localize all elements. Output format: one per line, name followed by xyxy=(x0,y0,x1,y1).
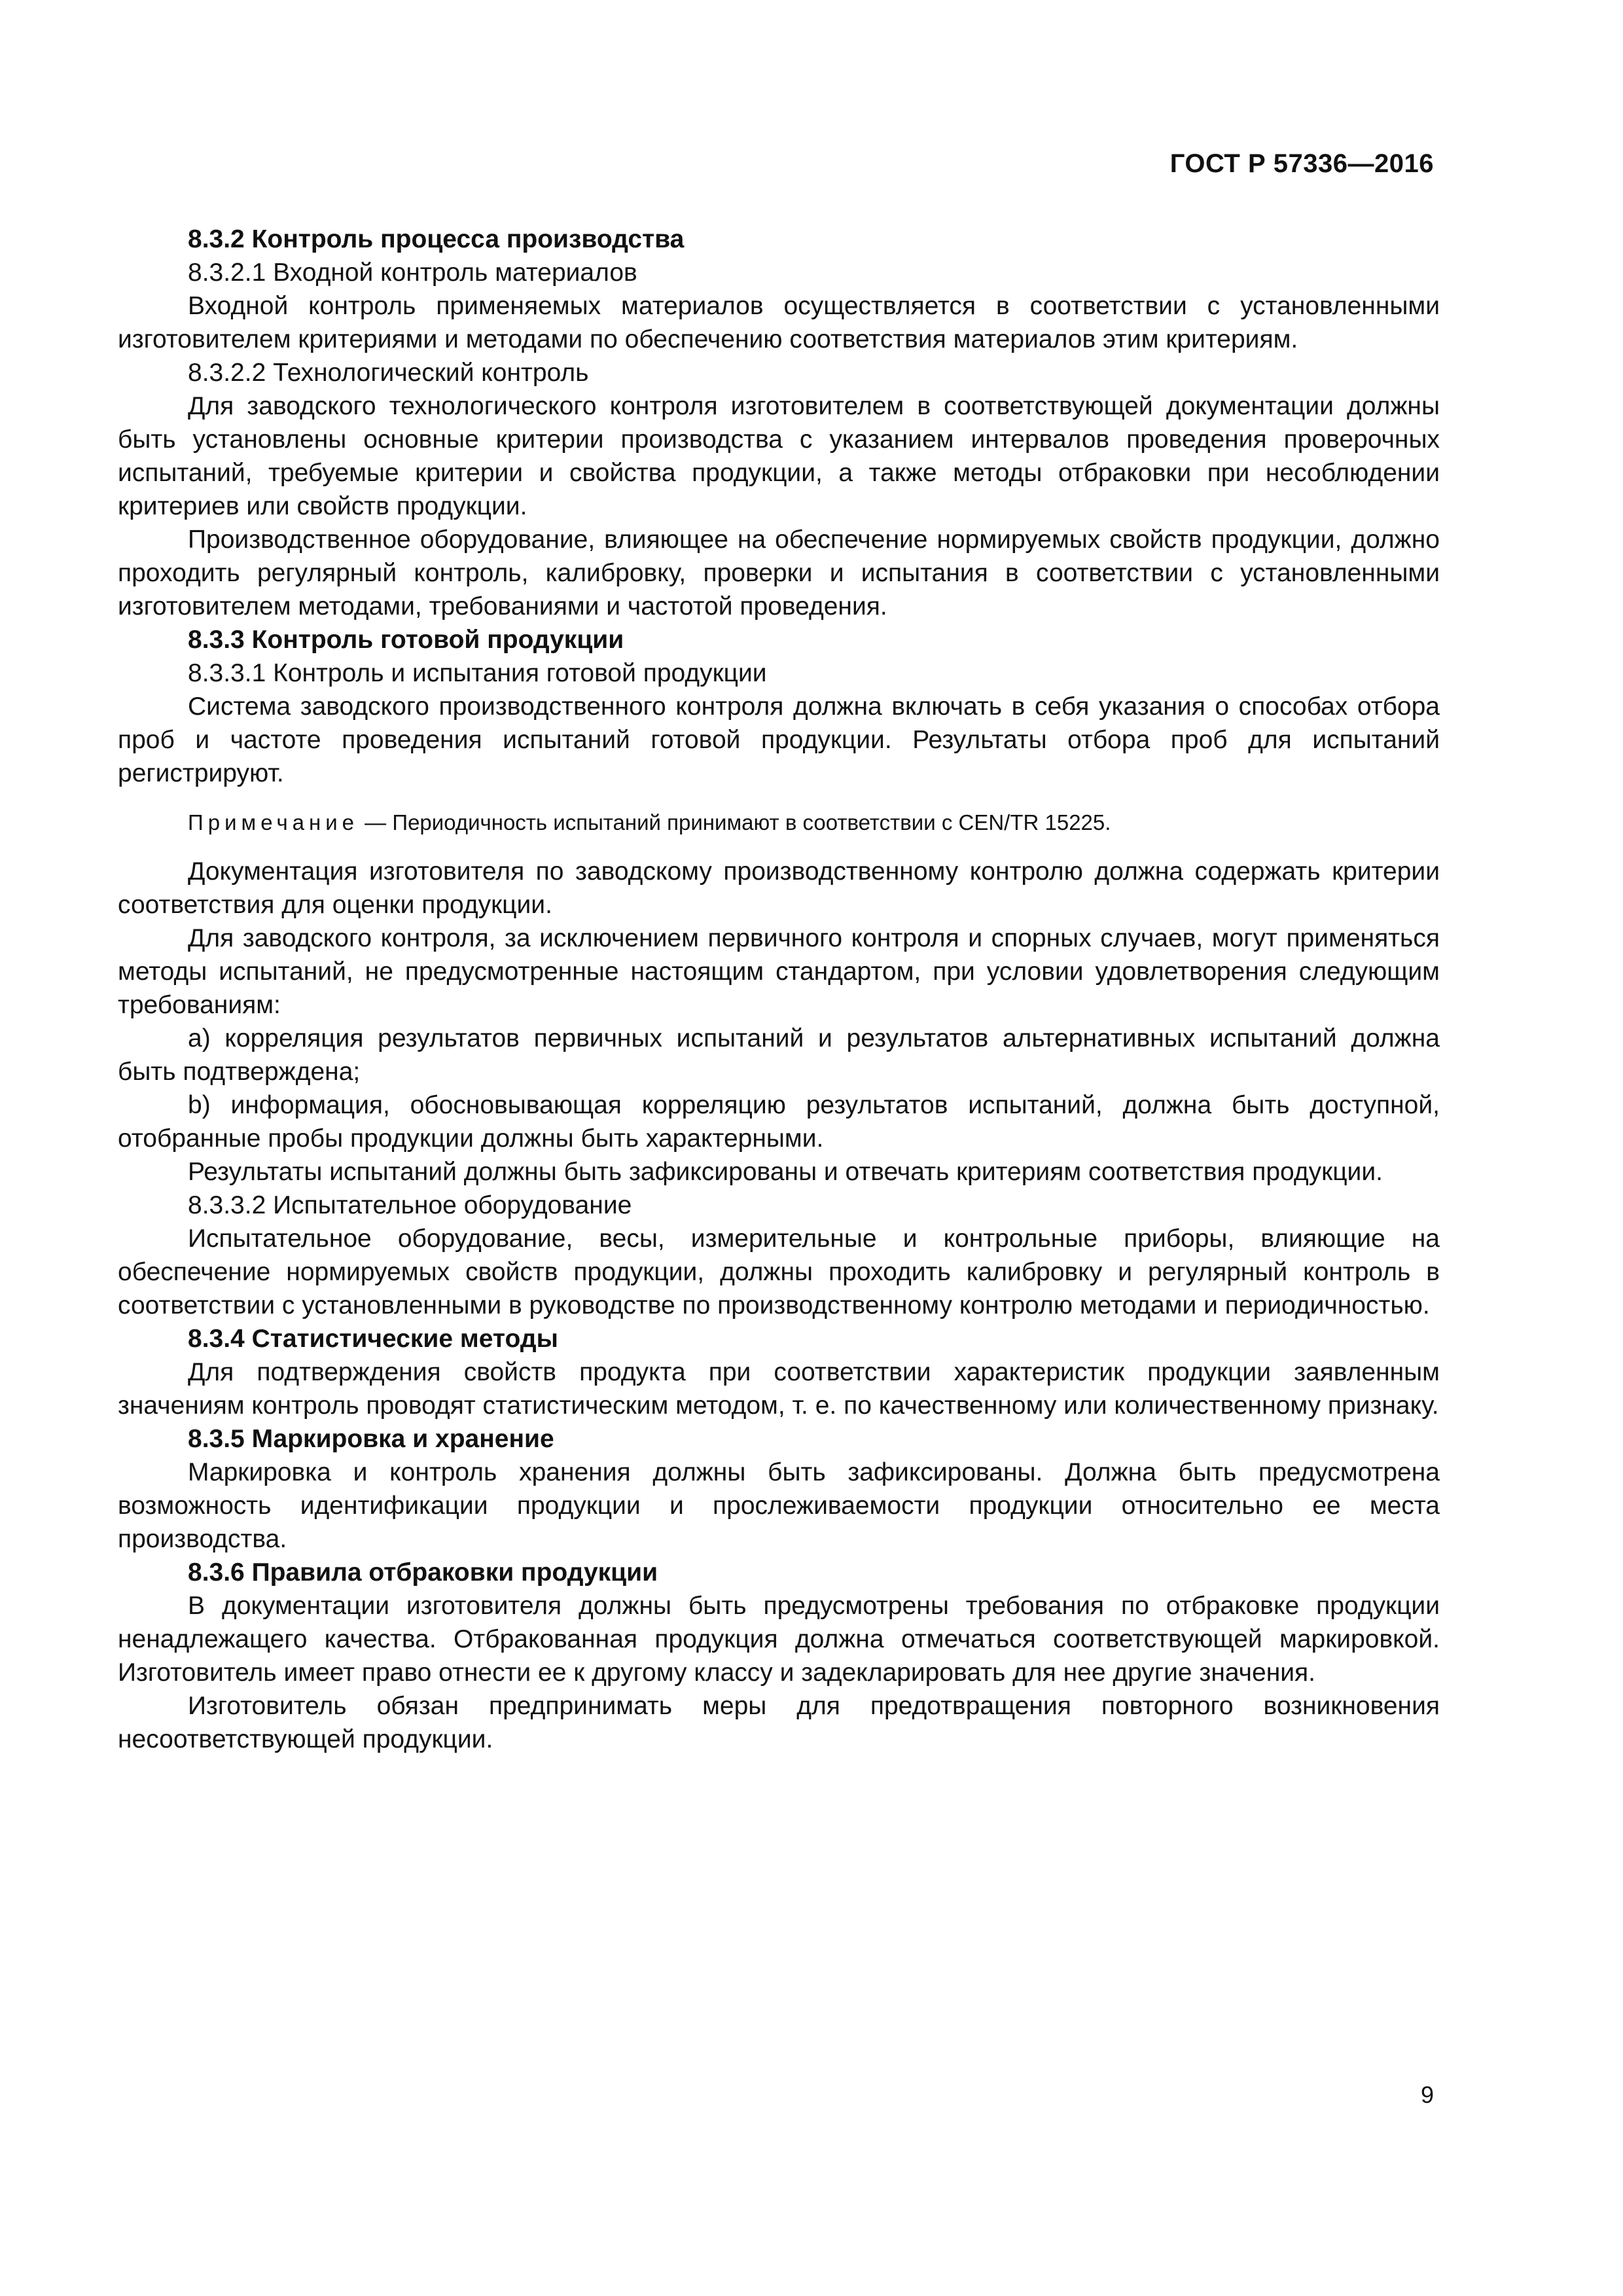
note-label: Примечание xyxy=(188,810,359,834)
section-heading: 8.3.6 Правила отбраковки продукции xyxy=(188,1558,658,1587)
document-code: ГОСТ Р 57336—2016 xyxy=(1169,149,1434,178)
section-heading: 8.3.5 Маркировка и хранение xyxy=(188,1425,554,1453)
section-heading: 8.3.3 Контроль готовой продукции xyxy=(188,626,624,654)
subsection-heading: 8.3.2.2 Технологический контроль xyxy=(188,359,589,387)
note xyxy=(118,806,1440,839)
section-heading: 8.3.2 Контроль процесса производства xyxy=(188,225,685,253)
paragraph: Документация изготовителя по заводскому производственному контролю должна содержать критерии соответствия для оценки продукции. xyxy=(118,857,1440,919)
subsection-heading: 8.3.3.1 Контроль и испытания готовой продукции xyxy=(188,659,767,687)
document-body xyxy=(118,223,1440,1756)
page-number: 9 xyxy=(1420,2081,1434,2108)
paragraph: Изготовитель обязан предпринимать меры для предотвращения повторного возникновения несоответствующей продукции. xyxy=(118,1692,1440,1753)
paragraph: Для заводского контроля, за исключением первичного контроля и спорных случаев, могут применяться методы испытаний, не предусмотренные настоящим стандартом, при условии удовлетворения следующим требованиям: xyxy=(118,924,1440,1019)
paragraph: Система заводского производственного контроля должна включать в себя указания о способах отбора проб и частоте проведения испытаний готовой продукции. Результаты отбора проб для испытаний регистрируют. xyxy=(118,692,1440,787)
paragraph: Маркировка и контроль хранения должны быть зафиксированы. Должна быть предусмотрена возможность идентификации продукции и прослеживаемости продукции относительно ее места производства. xyxy=(118,1458,1440,1553)
paragraph: Производственное оборудование, влияющее на обеспечение нормируемых свойств продукции, должно проходить регулярный контроль, калибровку, проверки и испытания в соответствии с установленными изготовителем методами, требованиями и частотой проведения. xyxy=(118,526,1440,620)
paragraph: Испытательное оборудование, весы, измерительные и контрольные приборы, влияющие на обеспечение нормируемых свойств продукции, должны проходить калибровку и регулярный контроль в соответствии с установленными в руководстве по производственному контролю методами и периодичностью. xyxy=(118,1225,1440,1319)
list-item: a) корреляция результатов первичных испытаний и результатов альтернативных испытаний должна быть подтверждена; xyxy=(118,1024,1440,1086)
paragraph: Результаты испытаний должны быть зафиксированы и отвечать критериям соответствия продукции. xyxy=(188,1158,1383,1186)
paragraph: Входной контроль применяемых материалов осуществляется в соответствии с установленными изготовителем критериями и методами по обеспечению соответствия материалов этим критериям. xyxy=(118,292,1440,353)
paragraph: Для заводского технологического контроля изготовителем в соответствующей документации должны быть установлены основные критерии производства с указанием интервалов проведения проверочных испытаний, требуемые критерии и свойства продукции, а также методы отбраковки при несоблюдении критериев или свойств продукции. xyxy=(118,392,1440,520)
section-heading: 8.3.4 Статистические методы xyxy=(188,1325,558,1353)
paragraph: В документации изготовителя должны быть предусмотрены требования по отбраковке продукции ненадлежащего качества. Отбракованная продукция должна отмечаться соответствующей маркировкой. Изготовитель имеет право отнести ее к другому классу и задекларировать для нее другие значения. xyxy=(118,1592,1440,1687)
subsection-heading: 8.3.2.1 Входной контроль материалов xyxy=(188,259,637,287)
paragraph: Для подтверждения свойств продукта при соответствии характеристик продукции заявленным значениям контроль проводят статистическим методом, т. е. по качественному или количественному признаку. xyxy=(118,1358,1440,1420)
subsection-heading: 8.3.3.2 Испытательное оборудование xyxy=(188,1191,632,1219)
note-text: — Периодичность испытаний принимают в соответствии с CEN/TR 15225. xyxy=(359,810,1111,834)
list-item: b) информация, обосновывающая корреляцию результатов испытаний, должна быть доступной, отобранные пробы продукции должны быть характерными. xyxy=(118,1091,1440,1153)
